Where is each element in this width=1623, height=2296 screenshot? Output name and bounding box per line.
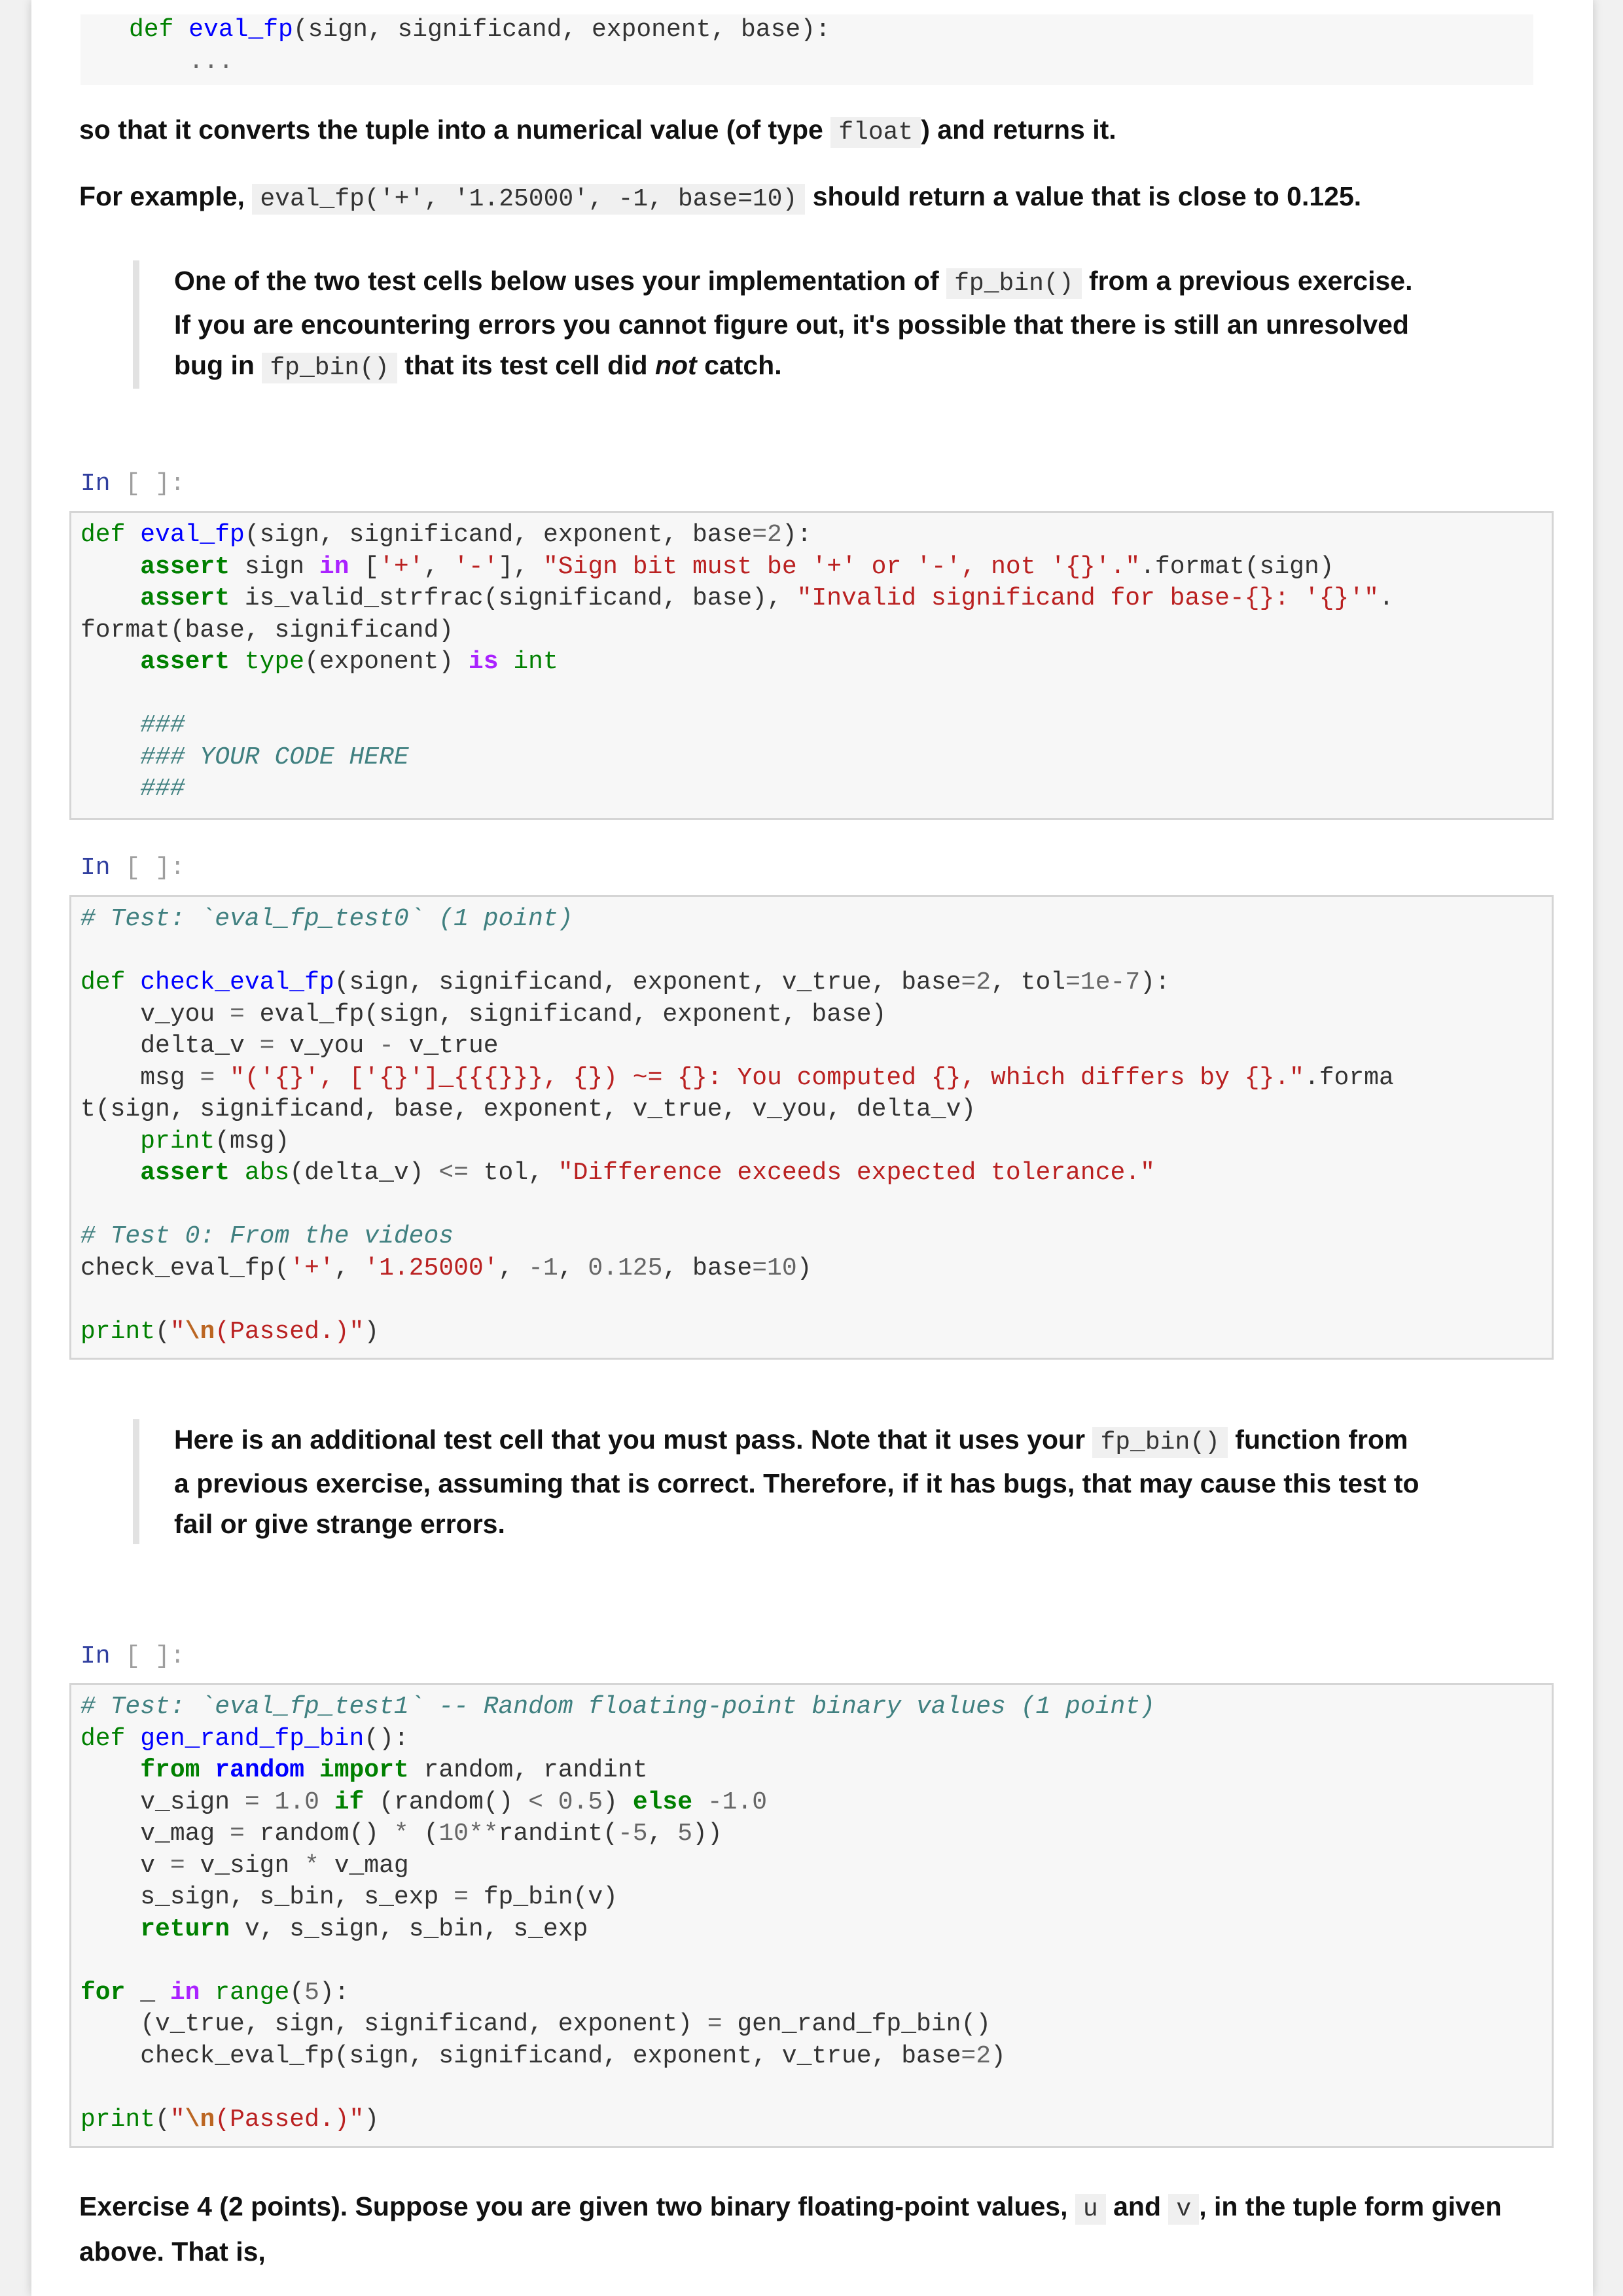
inline-code-float: float — [830, 117, 921, 148]
code-cell-test0[interactable] — [69, 895, 1554, 1360]
inline-code-fp-bin: fp_bin() — [946, 268, 1081, 299]
quote-line-1: One of the two test cells below uses your implementation of fp_bin() from a previous exercise. — [174, 266, 1413, 298]
code-text: def eval_fp(sign, significand, exponent, base): ... — [129, 16, 830, 76]
notebook-page — [31, 0, 1593, 2296]
blockquote-note — [133, 260, 1561, 389]
blockquote-additional-test — [133, 1419, 1561, 1544]
code-cell-test1[interactable] — [69, 1683, 1554, 2148]
cell-prompt: In [ ]: — [80, 854, 185, 882]
inline-code-example: eval_fp('+', '1.25000', -1, base=10) — [252, 184, 805, 215]
code-text: # Test: `eval_fp_test0` (1 point) def check_eval_fp(sign, significand, exponent, v_true, base=2, tol=1e-7): v_you = eval_fp(sign, significand, exponent, base) delta_v = v_you - v_true msg = "('{}', ['{}']_{{{}}}, {}) ~= {}: You computed {}, which differs by {}.".forma t(sign, significand, base, exponent, v_true, v_you, delta_v) print(msg) assert abs(delta_v) <= tol, "Difference exceeds expected tolerance." # Test 0: From the videos check_eval_fp('+', '1.25000', -1, 0.125, base=10) print("\n(Passed.)") — [80, 905, 1394, 1346]
paragraph-example: For example, eval_fp('+', '1.25000', -1, base=10) should return a value that is close to 0.125. — [79, 181, 1362, 213]
cell-prompt: In [ ]: — [80, 470, 185, 498]
quote-line-3: bug in fp_bin() that its test cell did not catch. — [174, 350, 782, 382]
quote-line-2: a previous exercise, assuming that is correct. Therefore, if it has bugs, that may cause this test to — [174, 1468, 1419, 1498]
quote-line-2: If you are encountering errors you cannot figure out, it's possible that there is still an unresolved — [174, 309, 1409, 340]
code-cell-eval-fp[interactable] — [69, 511, 1554, 820]
inline-code-fp-bin: fp_bin() — [1092, 1427, 1227, 1458]
quote-line-3: fail or give strange errors. — [174, 1509, 505, 1539]
inline-code-fp-bin: fp_bin() — [262, 353, 397, 383]
cell-prompt: In [ ]: — [80, 1642, 185, 1670]
code-text: def eval_fp(sign, significand, exponent, base=2): assert sign in ['+', '-'], "Sign bit must be '+' or '-', not '{}'.".format(sign) assert is_valid_strfrac(significand, base), "Invalid significand for base-{}: '{}'". format(base, significand) assert type(exponent) is int ### ### YOUR CODE HERE ### — [80, 521, 1394, 803]
exercise-title: Exercise 4 — [79, 2191, 212, 2221]
exercise-4-text: Exercise 4 (2 points). Suppose you are given two binary floating-point values, u and v , in the tuple form given above. That is, — [79, 2191, 1502, 2267]
code-block-signature — [80, 14, 1533, 85]
inline-code-u: u — [1075, 2194, 1106, 2225]
quote-line-1: Here is an additional test cell that you must pass. Note that it uses your fp_bin() function from — [174, 1424, 1408, 1457]
inline-code-v: v — [1168, 2194, 1199, 2225]
code-text: # Test: `eval_fp_test1` -- Random floating-point binary values (1 point) def gen_rand_fp_bin(): from random import random, randint v_sign = 1.0 if (random() < 0.5) else -1.0 v_mag = random() * (10**randint(-5, 5)) v = v_sign * v_mag s_sign, s_bin, s_exp = fp_bin(v) return v, s_sign, s_bin, s_exp for _ in range(5): (v_true, sign, significand, exponent) = gen_rand_fp_bin() check_eval_fp(sign, significand, exponent, v_true, base=2) print("\n(Passed.)") — [80, 1693, 1155, 2134]
paragraph-converts: so that it converts the tuple into a numerical value (of type float ) and returns it. — [79, 115, 1116, 147]
